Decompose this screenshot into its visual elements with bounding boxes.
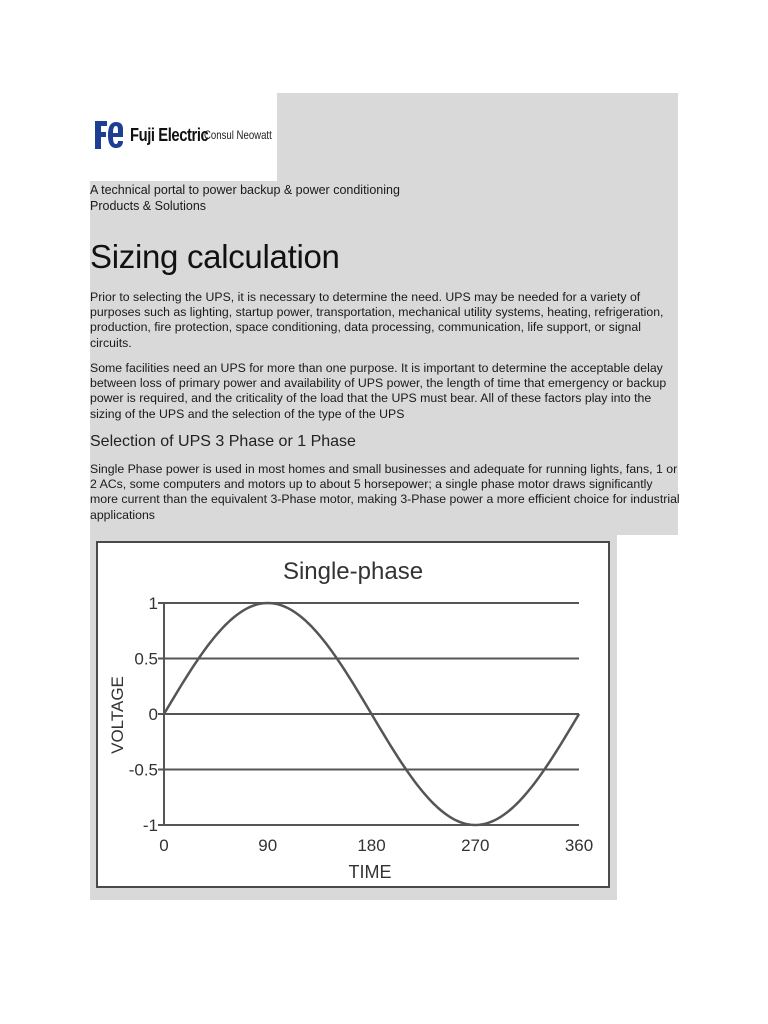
x-tick-label: 90 [258,836,278,855]
panel-edge [617,535,678,900]
single-phase-chart [96,541,610,888]
y-tick-label: 0 [148,705,158,724]
x-tick-label: 180 [357,836,386,855]
panel-edge-top [90,533,617,535]
y-tick-label: -0.5 [128,760,158,780]
paragraph-purpose: Prior to selecting the UPS, it is necessary to determine the need. UPS may be needed for a variety of purposes such as lighting, startup power, transportation, mechanical utility systems, heating, refrigeration, production, fire protection, space conditioning, data processing, communication, life support, or signal circuits. [90,290,664,350]
y-axis-label: VOLTAGE [108,676,127,754]
x-tick-label: 0 [159,836,169,855]
tagline-line-2: Products & Solutions [90,199,207,213]
fuji-logo-icon [92,117,128,153]
page-title: Sizing calculation [90,238,340,275]
x-tick-label: 270 [461,836,490,855]
tagline [90,182,400,214]
tagline-line-1: A technical portal to power backup & power conditioning [90,183,400,197]
chart-svg [98,543,608,886]
logo-brand-text: Fuji Electric [130,124,209,145]
y-tick-label: 1 [148,594,158,613]
x-axis-label: TIME [348,862,392,882]
section-heading: Selection of UPS 3 Phase or 1 Phase [90,433,356,450]
paragraph-facilities: Some facilities need an UPS for more than one purpose. It is important to determine the acceptable delay between loss of primary power and availability of UPS power, the length of time that emergency or backup power is required, and the criticality of the load that the UPS must bear. All of these factors play into the sizing of the UPS and the selection of the type of the UPS [90,361,667,421]
chart-title: Single-phase [282,558,424,585]
paragraph-single-phase: Single Phase power is used in most homes and small businesses and adequate for running lights, fans, 1 or 2 ACs, some computers and motors up to about 5 horsepower; a single phase motor draws significantly more current than the equivalent 3-Phase motor, making 3-Phase power a more efficient choice for industrial applications [90,462,680,522]
y-tick-label: 0.5 [134,649,158,669]
y-tick-label: -1 [142,816,158,835]
logo-sub-text: Consul Neowatt [203,128,272,142]
brand-logo[interactable] [92,117,288,153]
x-tick-label: 360 [564,836,594,855]
